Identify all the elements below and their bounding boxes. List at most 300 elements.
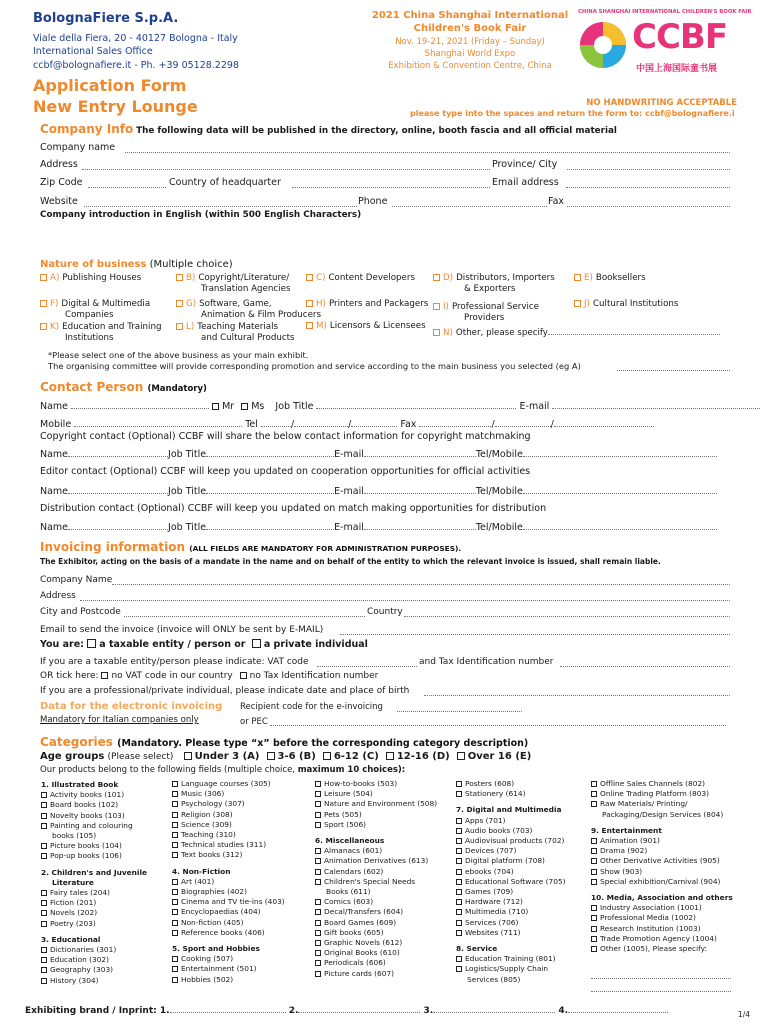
category-checkbox[interactable]	[172, 899, 178, 905]
contact-line-job-field[interactable]	[206, 448, 334, 457]
contact-line-name-field[interactable]	[68, 521, 168, 530]
category-item[interactable]	[172, 830, 285, 840]
category-checkbox[interactable]	[591, 905, 597, 911]
category-checkbox[interactable]	[315, 899, 321, 905]
nature-option[interactable]	[306, 273, 415, 284]
category-item[interactable]	[172, 789, 285, 799]
category-item[interactable]	[172, 877, 285, 887]
category-item[interactable]	[172, 799, 285, 809]
category-item[interactable]	[172, 954, 285, 964]
company-name-field[interactable]	[125, 152, 730, 153]
category-item[interactable]	[456, 779, 566, 789]
category-item[interactable]	[315, 928, 437, 938]
category-checkbox[interactable]	[172, 930, 178, 936]
inv-company-row	[40, 575, 112, 585]
category-item[interactable]	[41, 955, 147, 965]
category-item[interactable]	[315, 820, 437, 830]
age-checkbox[interactable]	[457, 752, 465, 760]
category-item[interactable]	[591, 799, 733, 809]
category-item[interactable]	[41, 976, 147, 986]
age-option[interactable]	[267, 751, 316, 762]
category-checkbox[interactable]	[172, 977, 178, 983]
category-item[interactable]	[41, 851, 147, 861]
category-checkbox[interactable]	[315, 848, 321, 854]
category-checkbox[interactable]	[172, 791, 178, 797]
brand-field-4[interactable]	[568, 1004, 668, 1013]
category-item[interactable]	[456, 907, 566, 917]
nature-option[interactable]	[40, 273, 141, 284]
category-item[interactable]	[315, 907, 437, 917]
taxable-checkbox[interactable]	[87, 639, 96, 648]
main-business-field[interactable]	[617, 370, 730, 371]
event-line2: Children's Book Fair	[413, 23, 527, 34]
category-item[interactable]	[591, 913, 733, 923]
fax-field-3[interactable]	[554, 418, 654, 427]
nature-checkbox[interactable]	[176, 300, 183, 307]
birth-field[interactable]	[424, 695, 730, 696]
category-item[interactable]	[315, 867, 437, 877]
address-field[interactable]	[82, 169, 490, 170]
nature-checkbox[interactable]	[433, 329, 440, 336]
category-item-label: Technical studies (311)	[181, 840, 267, 850]
nature-checkbox[interactable]	[176, 274, 183, 281]
nature-option[interactable]	[176, 322, 295, 344]
category-checkbox[interactable]	[591, 858, 597, 864]
brand-field-2[interactable]	[298, 1004, 420, 1013]
category-item[interactable]	[456, 867, 566, 877]
category-item[interactable]	[591, 903, 733, 913]
fax-field-2[interactable]	[495, 418, 551, 427]
category-item[interactable]	[591, 944, 733, 954]
category-item[interactable]	[315, 969, 437, 979]
category-item[interactable]	[591, 924, 733, 934]
brand-label: Exhibiting brand / Inprint:	[25, 1006, 157, 1016]
age-option[interactable]	[323, 751, 379, 762]
nature-letter: N)	[443, 328, 453, 338]
category-item[interactable]	[41, 908, 147, 918]
brand-field-1[interactable]	[170, 1004, 286, 1013]
contact-name-field[interactable]	[71, 400, 209, 409]
nature-label-2: and Cultural Products	[201, 333, 295, 343]
inv-company-field[interactable]	[112, 584, 730, 585]
contact-line-tel-field[interactable]	[523, 521, 717, 530]
category-item-label: Educational Software (705)	[465, 876, 566, 886]
page-number: 1/4	[737, 1010, 750, 1019]
category-item[interactable]	[591, 867, 733, 877]
category-item[interactable]	[315, 918, 437, 928]
category-item-label: Audio books (703)	[465, 825, 533, 835]
category-item[interactable]	[456, 836, 566, 846]
category-heading-2: Literature	[52, 877, 94, 887]
nature-option[interactable]	[176, 299, 321, 321]
category-item-label: Drama (902)	[600, 846, 648, 856]
contact-line-name-field[interactable]	[68, 485, 168, 494]
category-checkbox[interactable]	[315, 940, 321, 946]
category-col-2	[172, 779, 285, 985]
nature-checkbox[interactable]	[40, 323, 47, 330]
fax-field-1[interactable]	[419, 418, 491, 427]
category-item[interactable]	[41, 898, 147, 908]
category-checkbox[interactable]	[172, 879, 178, 885]
nature-option[interactable]	[433, 326, 720, 339]
category-item[interactable]	[591, 789, 733, 799]
age-option[interactable]	[457, 751, 532, 762]
nature-checkbox[interactable]	[40, 274, 47, 281]
nature-option[interactable]	[40, 322, 162, 344]
category-checkbox[interactable]	[591, 791, 597, 797]
distribution-note: Distribution contact (Optional) CCBF will keep you updated on match making opportunities for distribution	[40, 503, 547, 514]
brand-field-3[interactable]	[433, 1004, 555, 1013]
category-item[interactable]	[41, 965, 147, 975]
category-item-label: Almanacs (601)	[324, 846, 383, 856]
fax-field[interactable]	[567, 206, 730, 207]
category-item[interactable]	[315, 810, 437, 820]
category-checkbox[interactable]	[591, 936, 597, 942]
category-item[interactable]	[172, 779, 285, 789]
age-checkbox[interactable]	[267, 752, 275, 760]
category-checkbox[interactable]	[315, 858, 321, 864]
inv-email-field[interactable]	[340, 634, 730, 635]
recipient-field[interactable]	[397, 711, 522, 712]
company-intro-field[interactable]	[40, 222, 730, 256]
category-item[interactable]	[41, 821, 147, 831]
category-checkbox[interactable]	[41, 957, 47, 963]
category-checkbox[interactable]	[456, 956, 462, 962]
category-checkbox[interactable]	[456, 920, 462, 926]
category-col-3	[315, 779, 437, 979]
products-note-row	[40, 765, 405, 775]
category-checkbox[interactable]	[172, 781, 178, 787]
editor-note: Editor contact (Optional) CCBF will keep you updated on cooperation opportunities for official activities	[40, 466, 531, 477]
contact-line-row	[40, 485, 717, 497]
category-checkbox[interactable]	[41, 792, 47, 798]
category-checkbox[interactable]	[41, 813, 47, 819]
category-checkbox[interactable]	[41, 910, 47, 916]
category-checkbox[interactable]	[456, 889, 462, 895]
category-checkbox[interactable]	[456, 838, 462, 844]
tel-field-3[interactable]	[351, 418, 397, 427]
category-checkbox[interactable]	[315, 920, 321, 926]
category-checkbox[interactable]	[591, 879, 597, 885]
category-checkbox[interactable]	[172, 956, 178, 962]
inv-address-field[interactable]	[80, 600, 730, 601]
contact-line-email-field[interactable]	[364, 521, 476, 530]
category-checkbox[interactable]	[456, 781, 462, 787]
age-checkbox[interactable]	[386, 752, 394, 760]
category-item[interactable]	[172, 975, 285, 985]
category-checkbox[interactable]	[315, 869, 321, 875]
category-item[interactable]	[456, 877, 566, 887]
mr-checkbox[interactable]	[212, 403, 219, 410]
category-item[interactable]	[591, 877, 733, 887]
category-checkbox[interactable]	[41, 823, 47, 829]
category-item[interactable]	[41, 945, 147, 955]
category-item[interactable]	[315, 846, 437, 856]
nature-option[interactable]	[574, 273, 646, 284]
category-item[interactable]	[456, 846, 566, 856]
nature-checkbox[interactable]	[433, 274, 440, 281]
category-item[interactable]	[315, 877, 437, 887]
category-item[interactable]	[172, 907, 285, 917]
category-item[interactable]	[315, 789, 437, 799]
contact-line-tel-field[interactable]	[523, 485, 717, 494]
tel-field-2[interactable]	[294, 418, 348, 427]
category-item-cont: books (105)	[52, 831, 97, 841]
category-item[interactable]	[456, 918, 566, 928]
category-item[interactable]	[172, 897, 285, 907]
category-checkbox[interactable]	[456, 791, 462, 797]
category-checkbox[interactable]	[456, 858, 462, 864]
category-checkbox[interactable]	[41, 843, 47, 849]
nature-checkbox[interactable]	[176, 323, 183, 330]
nature-option[interactable]	[306, 299, 428, 310]
category-item[interactable]	[456, 897, 566, 907]
category-checkbox[interactable]	[172, 920, 178, 926]
category-item[interactable]	[456, 856, 566, 866]
category-checkbox[interactable]	[172, 842, 178, 848]
nature-option[interactable]	[574, 299, 678, 310]
category-item[interactable]	[41, 811, 147, 821]
category-checkbox[interactable]	[172, 966, 178, 972]
category-item[interactable]	[456, 816, 566, 826]
category-item[interactable]	[172, 964, 285, 974]
category-checkbox[interactable]	[591, 915, 597, 921]
category-item[interactable]	[456, 964, 566, 974]
contact-line-row	[40, 521, 717, 533]
category-item[interactable]	[41, 790, 147, 800]
private-checkbox[interactable]	[252, 639, 261, 648]
category-item[interactable]	[591, 836, 733, 846]
country-field[interactable]	[292, 187, 490, 188]
no-vat-checkbox[interactable]	[101, 672, 108, 679]
category-item[interactable]	[315, 897, 437, 907]
category-item[interactable]	[315, 958, 437, 968]
category-item-label: Trade Promotion Agency (1004)	[600, 933, 717, 943]
tax-id-field[interactable]	[560, 666, 730, 667]
category-item[interactable]	[41, 919, 147, 929]
category-checkbox[interactable]	[41, 967, 47, 973]
nature-option[interactable]	[433, 273, 555, 295]
contact-line-row	[40, 448, 717, 460]
category-item[interactable]	[41, 800, 147, 810]
category-checkbox[interactable]	[315, 791, 321, 797]
category-checkbox[interactable]	[456, 828, 462, 834]
category-checkbox[interactable]	[456, 818, 462, 824]
category-checkbox[interactable]	[41, 890, 47, 896]
category-checkbox[interactable]	[591, 838, 597, 844]
nature-checkbox[interactable]	[306, 300, 313, 307]
category-item[interactable]	[591, 934, 733, 944]
category-checkbox[interactable]	[41, 921, 47, 927]
category-checkbox[interactable]	[315, 960, 321, 966]
category-checkbox[interactable]	[456, 909, 462, 915]
category-checkbox[interactable]	[591, 926, 597, 932]
category-item-label: Non-fiction (405)	[181, 917, 244, 927]
event-centre: Exhibition & Convention Centre, China	[388, 61, 552, 71]
category-item[interactable]	[591, 856, 733, 866]
inv-email-label: Email to send the invoice (invoice will ONLY be sent by E-MAIL)	[40, 625, 324, 635]
category-item-label: Original Books (610)	[324, 948, 400, 958]
contact-line-name-label: Name	[40, 486, 69, 497]
age-checkbox[interactable]	[184, 752, 192, 760]
category-item[interactable]	[591, 779, 733, 789]
category-checkbox[interactable]	[172, 812, 178, 818]
category-checkbox[interactable]	[591, 869, 597, 875]
province-field[interactable]	[567, 169, 730, 170]
category-checkbox[interactable]	[41, 947, 47, 953]
category-item[interactable]	[172, 840, 285, 850]
ms-checkbox[interactable]	[241, 403, 248, 410]
category-checkbox[interactable]	[456, 930, 462, 936]
contact-line-job-field[interactable]	[206, 521, 334, 530]
nature-option[interactable]	[433, 302, 539, 324]
invoicing-heading: Invoicing information	[40, 540, 186, 554]
category-checkbox[interactable]	[41, 853, 47, 859]
contact-line-tel-field[interactable]	[523, 448, 717, 457]
category-checkbox[interactable]	[315, 822, 321, 828]
nature-checkbox[interactable]	[433, 303, 440, 310]
pec-field[interactable]	[270, 725, 726, 726]
phone-field[interactable]	[392, 206, 547, 207]
age-label-text: Over 16 (E)	[467, 751, 532, 762]
mr-label: Mr	[222, 401, 235, 412]
nature-checkbox[interactable]	[306, 322, 313, 329]
category-item[interactable]	[172, 850, 285, 860]
age-label-text: 6-12 (C)	[333, 751, 379, 762]
company-info-note: The following data will be published in the directory, online, booth fascia and all official material	[136, 126, 617, 136]
no-handwriting: NO HANDWRITING ACCEPTABLE	[586, 98, 737, 108]
nature-checkbox[interactable]	[306, 274, 313, 281]
category-checkbox[interactable]	[172, 852, 178, 858]
nature-checkbox[interactable]	[40, 300, 47, 307]
category-item[interactable]	[315, 856, 437, 866]
other-nature-field[interactable]	[548, 326, 720, 335]
category-checkbox[interactable]	[315, 930, 321, 936]
category-checkbox[interactable]	[315, 950, 321, 956]
category-item[interactable]	[315, 938, 437, 948]
inv-city-field[interactable]	[124, 616, 365, 617]
category-checkbox[interactable]	[591, 801, 597, 807]
nature-option[interactable]	[306, 321, 426, 332]
private-info-label: If you are a professional/private individual, please indicate date and place of birth	[40, 686, 410, 696]
category-checkbox[interactable]	[315, 812, 321, 818]
contact-line-email-field[interactable]	[364, 448, 476, 457]
category-item[interactable]	[41, 841, 147, 851]
category-item[interactable]	[172, 918, 285, 928]
nature-option[interactable]	[40, 299, 150, 321]
nature-checkbox[interactable]	[574, 300, 581, 307]
company-name-row	[40, 142, 115, 153]
category-item[interactable]	[172, 810, 285, 820]
category-item[interactable]	[456, 789, 566, 799]
category-checkbox[interactable]	[172, 822, 178, 828]
nature-option[interactable]	[176, 273, 290, 295]
mobile-field[interactable]	[74, 418, 242, 427]
tel-field-1[interactable]	[261, 418, 291, 427]
category-item-label: Dictionaries (301)	[50, 945, 117, 955]
category-checkbox[interactable]	[172, 909, 178, 915]
category-item-label: Special exhibition/Carnival (904)	[600, 876, 721, 886]
category-checkbox[interactable]	[315, 879, 321, 885]
category-item[interactable]	[41, 888, 147, 898]
category-item[interactable]	[315, 799, 437, 809]
category-checkbox[interactable]	[315, 781, 321, 787]
category-item[interactable]	[172, 887, 285, 897]
category-checkbox[interactable]	[456, 848, 462, 854]
category-checkbox[interactable]	[591, 946, 597, 952]
website-field[interactable]	[84, 206, 357, 207]
age-option[interactable]	[386, 751, 450, 762]
zip-label: Zip Code	[40, 177, 83, 188]
inv-country-field[interactable]	[404, 616, 730, 617]
nature-option-line	[306, 273, 415, 284]
zip-field[interactable]	[88, 187, 166, 188]
contact-job-field[interactable]	[316, 400, 516, 409]
category-item[interactable]	[456, 954, 566, 964]
category-item-label: Education Training (801)	[465, 954, 556, 964]
category-item-label: Animation Derivatives (613)	[324, 856, 429, 866]
category-item[interactable]	[315, 779, 437, 789]
category-checkbox[interactable]	[315, 801, 321, 807]
brand-num-3: 3.	[423, 1006, 434, 1016]
other-specify-field-2[interactable]	[591, 991, 731, 992]
category-checkbox[interactable]	[41, 978, 47, 984]
category-item[interactable]	[315, 948, 437, 958]
category-checkbox[interactable]	[172, 832, 178, 838]
contact-line-name-field[interactable]	[68, 448, 168, 457]
category-item-label: Posters (608)	[465, 779, 515, 788]
contact-email-field[interactable]	[552, 400, 760, 409]
category-checkbox[interactable]	[456, 869, 462, 875]
invoicing-note: The Exhibitor, acting on the basis of a mandate in the name and on behalf of the entity to which the relevant invoice is issued, shall remain liable.	[40, 557, 661, 566]
category-checkbox[interactable]	[591, 848, 597, 854]
other-specify-field[interactable]	[591, 978, 731, 979]
category-item[interactable]	[172, 820, 285, 830]
category-item[interactable]	[456, 928, 566, 938]
category-checkbox[interactable]	[591, 781, 597, 787]
contact-line-job-field[interactable]	[206, 485, 334, 494]
category-checkbox[interactable]	[41, 900, 47, 906]
category-item[interactable]	[456, 826, 566, 836]
email-field[interactable]	[566, 187, 730, 188]
category-item[interactable]	[591, 846, 733, 856]
age-option[interactable]	[184, 751, 260, 762]
copyright-note: Copyright contact (Optional) CCBF will share the below contact information for copyright matchmaking	[40, 431, 531, 442]
category-checkbox[interactable]	[456, 966, 462, 972]
invoicing-sub: (ALL FIELDS ARE MANDATORY FOR ADMINISTRATION PURPOSES).	[189, 544, 462, 553]
category-checkbox[interactable]	[41, 802, 47, 808]
contact-fax-label: Fax	[400, 419, 417, 430]
category-checkbox[interactable]	[315, 909, 321, 915]
category-checkbox[interactable]	[456, 899, 462, 905]
no-tax-checkbox[interactable]	[240, 672, 247, 679]
category-item[interactable]	[456, 887, 566, 897]
nature-label: Distributors, Importers	[456, 273, 555, 283]
vat-field[interactable]	[317, 666, 417, 667]
contact-line-job-label: Job Title	[168, 449, 207, 460]
contact-line-email-field[interactable]	[364, 485, 476, 494]
contact-heading: Contact Person	[40, 380, 144, 394]
category-checkbox[interactable]	[456, 879, 462, 885]
category-checkbox[interactable]	[172, 801, 178, 807]
age-checkbox[interactable]	[323, 752, 331, 760]
category-item[interactable]	[172, 928, 285, 938]
vat-row	[40, 657, 309, 667]
nature-checkbox[interactable]	[574, 274, 581, 281]
logo-mark-icon	[578, 19, 628, 71]
category-checkbox[interactable]	[315, 971, 321, 977]
category-checkbox[interactable]	[172, 889, 178, 895]
